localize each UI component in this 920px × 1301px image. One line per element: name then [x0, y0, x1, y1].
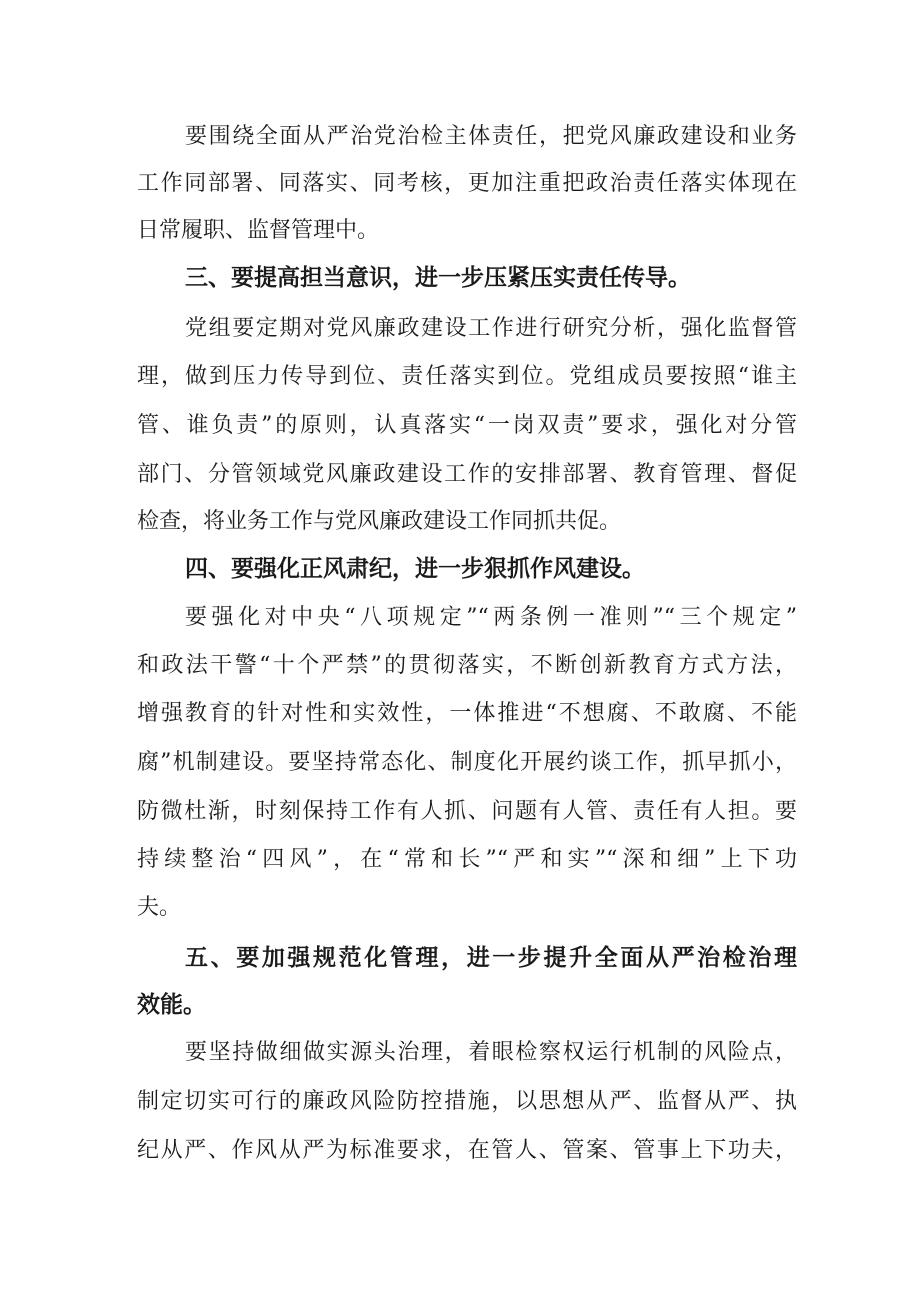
- text-line: 增强教育的针对性和实效性，一体推进“不想腐、不敢腐、不能: [137, 701, 797, 726]
- section-heading: 效能。: [137, 992, 206, 1018]
- text-line: 纪从严、作风从严为标准要求，在管人、管案、管事上下功夫，: [137, 1138, 797, 1163]
- text-line: 管、谁负责”的原则，认真落实“一岗双责”要求，强化对分管: [137, 413, 797, 438]
- text-line: 工作同部署、同落实、同考核，更加注重把政治责任落实体现在: [137, 171, 797, 196]
- text-line: 检查，将业务工作与党风廉政建设工作同抓共促。: [137, 509, 622, 534]
- text-line: 要围绕全面从严治党治检主体责任，把党风廉政建设和业务: [185, 124, 797, 149]
- text-line: 和政法干警“十个严禁”的贯彻落实，不断创新教育方式方法，: [137, 653, 797, 678]
- text-line: 日常履职、监督管理中。: [137, 218, 380, 243]
- text-line: 防微杜渐，时刻保持工作有人抓、问题有人管、责任有人担。要: [137, 799, 797, 824]
- text-line: 部门、分管领域党风廉政建设工作的安排部署、教育管理、督促: [137, 462, 797, 487]
- text-line: 持续整治“四风”，在“常和长”“严和实”“深和细”上下功: [137, 847, 797, 872]
- text-line: 党组要定期对党风廉政建设工作进行研究分析，强化监督管: [185, 316, 797, 341]
- section-heading: 四、要强化正风肃纪，进一步狠抓作风建设。: [185, 556, 645, 582]
- text-line: 夫。: [137, 895, 182, 920]
- section-heading: 三、要提高担当意识，进一步压紧压实责任传导。: [185, 265, 691, 291]
- text-line: 要坚持做细做实源头治理，着眼检察权运行机制的风险点，: [185, 1040, 797, 1065]
- text-line: 腐”机制建设。要坚持常态化、制度化开展约谈工作，抓早抓小，: [137, 750, 797, 775]
- text-line: 要强化对中央“八项规定”“两条例一准则”“三个规定”: [185, 605, 797, 630]
- text-line: 制定切实可行的廉政风险防控措施，以思想从严、监督从严、执: [137, 1089, 797, 1114]
- text-line: 理，做到压力传导到位、责任落实到位。党组成员要按照“谁主: [137, 364, 797, 389]
- section-heading: 五、要加强规范化管理，进一步提升全面从严治检治理: [185, 945, 797, 971]
